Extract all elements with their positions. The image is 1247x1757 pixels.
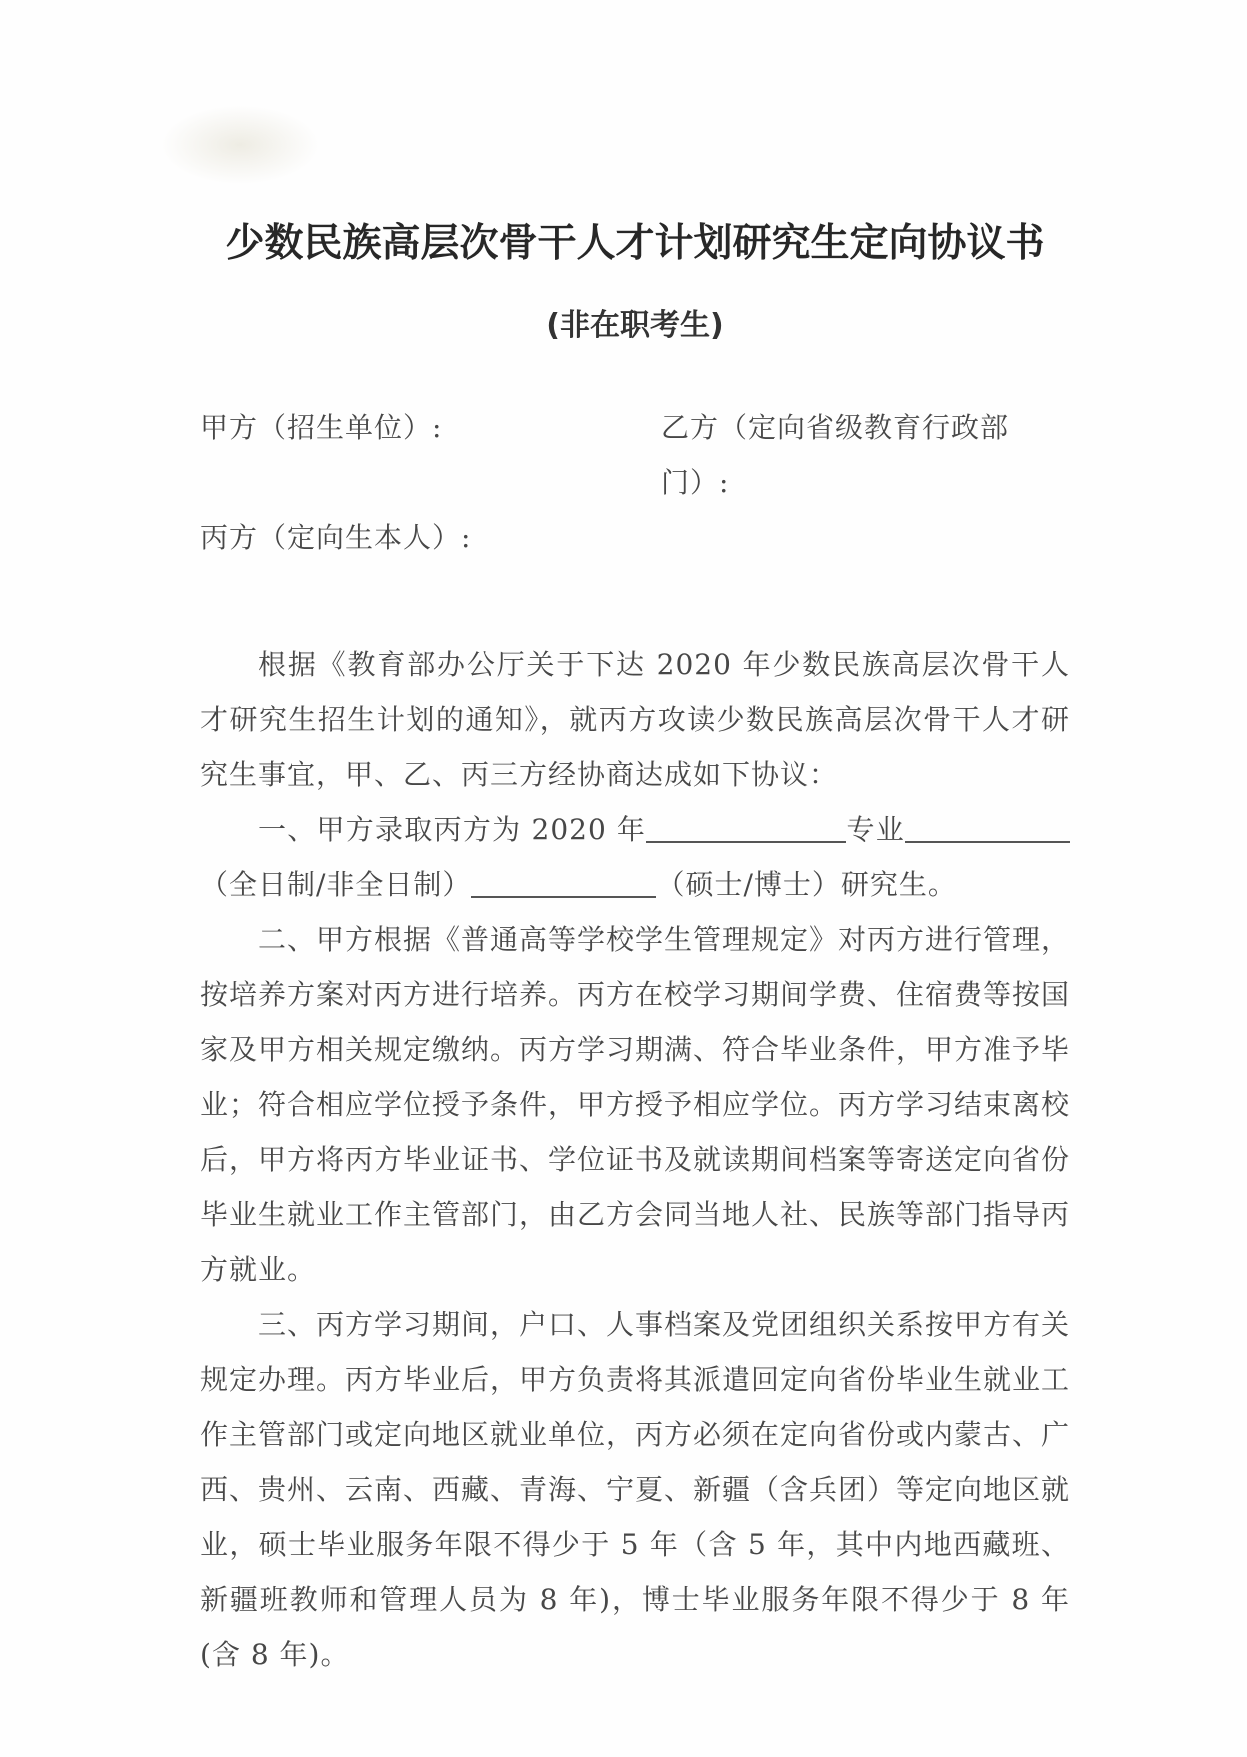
study-mode-blank-line [471, 868, 656, 898]
major-blank-line [905, 813, 1070, 843]
clause-3-paragraph: 三、丙方学习期间，户口、人事档案及党团组织关系按甲方有关规定办理。丙方毕业后，甲方负责将其派遣回定向省份毕业生就业工作主管部门或定向地区就业单位，丙方必须在定向省份或内蒙古、广西、贵州、云南、西藏、青海、宁夏、新疆（含兵团）等定向地区就业，硕士毕业服务年限不得少于 5 年（含 5 年，其中内地西藏班、新疆班教师和管理人员为 8 年)，博士毕业服务年限不得少于 8 年(含 8 年)。 [200, 1308, 1071, 1671]
clause-1-major-label: 专业 [846, 813, 905, 846]
document-title: 少数民族高层次骨干人才计划研究生定向协议书 [225, 221, 1045, 266]
party-row-bottom [200, 510, 1070, 565]
party-a-label: 甲方（招生单位）: [200, 411, 443, 444]
document-subtitle: (非在职考生) [546, 308, 724, 343]
clause-1-paragraph [200, 802, 1070, 912]
year-program-blank-line [646, 813, 846, 843]
agreement-body [200, 637, 1070, 1682]
preamble-paragraph: 根据《教育部办公厅关于下达 2020 年少数民族高层次骨干人才研究生招生计划的通知》，就丙方攻读少数民族高层次骨干人才研究生事宜，甲、乙、丙三方经协商达成如下协议： [200, 648, 1070, 791]
clause-1-mode-label: （全日制/非全日制） [200, 868, 472, 901]
party-c-label: 丙方（定向生本人）: [200, 521, 472, 554]
clause-1-degree-label: （硕士/博士）研究生。 [656, 868, 957, 901]
party-row-top [200, 400, 1070, 510]
clause-2-paragraph: 二、甲方根据《普通高等学校学生管理规定》对丙方进行管理，按培养方案对丙方进行培养。丙方在校学习期间学费、住宿费等按国家及甲方相关规定缴纳。丙方学习期满、符合毕业条件，甲方准予毕业；符合相应学位授予条件，甲方授予相应学位。丙方学习结束离校后，甲方将丙方毕业证书、学位证书及就读期间档案等寄送定向省份毕业生就业工作主管部门，由乙方会同当地人社、民族等部门指导丙方就业。 [200, 923, 1071, 1286]
parties-section [200, 400, 1070, 565]
party-b-label: 乙方（定向省级教育行政部门）: [661, 411, 1010, 499]
clause-1-intro: 一、甲方录取丙方为 2020 年 [258, 813, 647, 846]
